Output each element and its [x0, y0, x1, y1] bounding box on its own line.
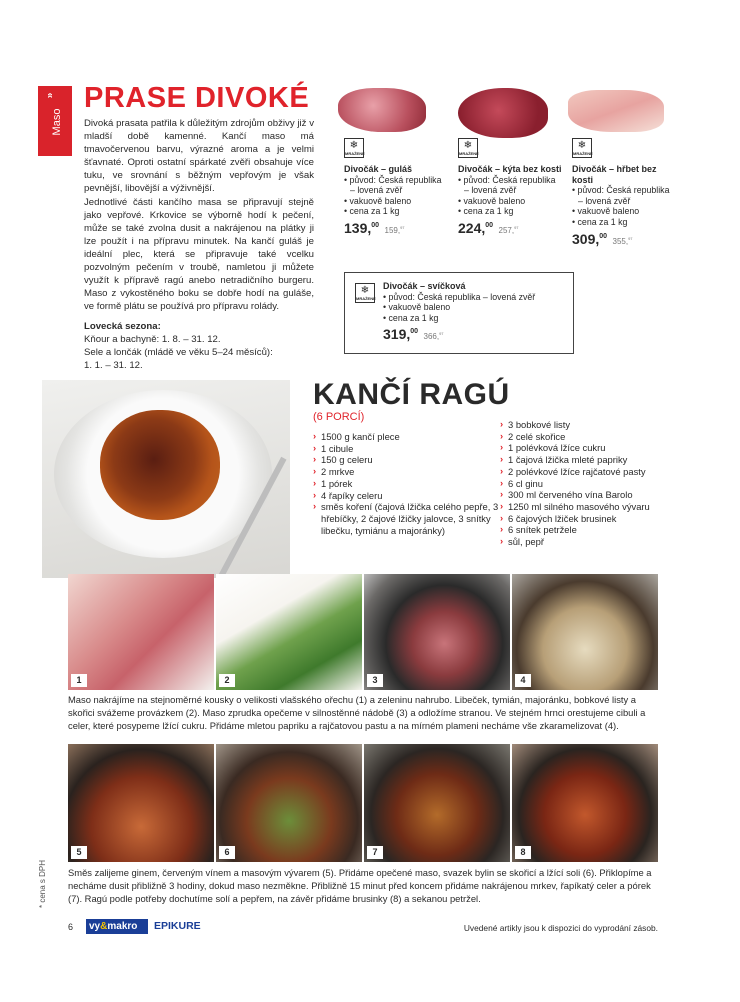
snowflake-icon: ❄ MRAŽENÉ — [459, 140, 479, 156]
season-heading: Lovecká sezona: — [84, 321, 161, 332]
makro-logo: vy&makro — [86, 919, 148, 934]
product-bullet: • původ: Česká republika — [572, 185, 670, 196]
availability-note: Uvedené artikly jsou k dispozici do vyprodání zásob. — [463, 923, 658, 933]
product-bullet: • původ: Česká republika — [344, 174, 442, 185]
ingredients-left — [313, 431, 503, 536]
step-photo-7 — [364, 744, 510, 862]
step-photo-8 — [512, 744, 658, 862]
ingredient: › 300 ml červeného vína Barolo — [500, 489, 670, 501]
epikure-logo: EPIKURE — [154, 920, 201, 932]
snowflake-icon: ❄ MRAŽENÉ — [356, 285, 376, 301]
step-photo-6 — [216, 744, 362, 862]
product-bullet: – lovená zvěř — [464, 185, 517, 196]
product-bullet: • vakuově baleno — [344, 195, 412, 206]
season-line: Sele a lončák (mládě ve věku 5–24 měsíců): — [84, 347, 273, 358]
product-name: Divočák – kýta bez kosti — [458, 164, 562, 174]
ragu-stew — [100, 410, 220, 520]
product-name: Divočák – svíčková — [383, 281, 466, 291]
ingredient: › 2 polévkové lžíce rajčatové pasty — [500, 466, 670, 478]
product-bullet: • vakuově baleno — [383, 302, 451, 313]
product-bullet: – lovená zvěř — [350, 185, 403, 196]
product-card-boxed — [344, 272, 574, 354]
step-photo-1 — [68, 574, 214, 690]
product-bullet: – lovená zvěř — [578, 195, 631, 206]
ingredient: › 3 bobkové listy — [500, 419, 670, 431]
chevron-icon: » — [44, 92, 56, 99]
steps-text: Maso nakrájíme na stejnoměrné kousky o velikosti vlašského ořechu (1) a zeleninu nahrubo. Libeček, tymián, majoránku, bobkové listy a skořici svážeme provázkem (2). Maso zprudka opečeme v silnostěnné nádobě (3) a odložíme stranou. Ve stejném hrnci orestujeme cibuli a celer, které posypeme lžící cukru. Přidáme mletou papriku a rajčatovou pastu a na mírném plameni necháme vše zkaramelizovat (4). — [68, 694, 646, 731]
ingredient: › 6 snítek petržele — [500, 524, 670, 536]
ingredient: › 1 cibule — [313, 443, 503, 455]
product-bullet: • cena za 1 kg — [572, 216, 628, 227]
product-image-kyta — [458, 88, 548, 138]
step-photo-3 — [364, 574, 510, 690]
ingredients-right — [500, 419, 670, 548]
season-line: 1. 1. – 31. 12. — [84, 360, 143, 371]
product-name: Divočák – hřbet bez kosti — [572, 164, 657, 185]
product-image-gulas — [338, 88, 426, 132]
product-card — [458, 164, 564, 237]
ingredient: › 2 mrkve — [313, 466, 503, 478]
product-card — [344, 164, 450, 237]
product-bullet: • původ: Česká republika — [458, 174, 556, 185]
product-price: 319,00 366,97 — [383, 326, 444, 343]
ingredient: › 1250 ml silného masového vývaru — [500, 501, 670, 513]
ingredient: › směs koření (čajová lžička celého pepře, 3 hřebíčky, 2 čajové lžičky jalovce, 3 snítky libečku, tymiánu a majoránky) — [313, 501, 503, 536]
season-line: Kňour a bachyně: 1. 8. – 31. 12. — [84, 334, 221, 345]
ingredient: › 1 polévková lžíce cukru — [500, 442, 670, 454]
product-price: 224,00 257,97 — [458, 219, 519, 236]
page-number: 6 — [68, 922, 74, 932]
vat-note: * cena s DPH — [38, 859, 47, 908]
ingredient: › 4 řapíky celeru — [313, 490, 503, 502]
ingredient: › 6 čajových lžiček brusinek — [500, 513, 670, 525]
step-number: 6 — [219, 846, 235, 859]
intro-text — [84, 117, 314, 313]
ingredient: › sůl, pepř — [500, 536, 670, 548]
ingredient: › 1500 g kančí plece — [313, 431, 503, 443]
snowflake-icon: ❄ MRAŽENÉ — [573, 140, 593, 156]
product-bullet: • vakuově baleno — [572, 206, 640, 217]
step-photo-2 — [216, 574, 362, 690]
snowflake-icon: ❄ MRAŽENÉ — [345, 140, 365, 156]
step-number: 7 — [367, 846, 383, 859]
intro-paragraph: Divoká prasata patřila k důležitým zdrojům obživy již v mladší době kamenné. Kančí maso má tmavočervenou barvu, výrazné aroma a je velmi šťavnaté. Oproti ostatní spárkaté zvěři obsahuje více tuku, ve srovnání s běžným vepřovým je však pevnější, libovější a výživnější. — [84, 118, 314, 195]
step-number: 8 — [515, 846, 531, 859]
step-number: 1 — [71, 674, 87, 687]
product-bullet: • vakuově baleno — [458, 195, 526, 206]
product-price: 139,00 159,97 — [344, 219, 405, 236]
product-price: 309,00 355,97 — [572, 230, 633, 247]
product-image-hrbet — [568, 90, 664, 132]
step-number: 2 — [219, 674, 235, 687]
step-number: 4 — [515, 674, 531, 687]
product-bullet: • původ: Česká republika – lovená zvěř — [383, 291, 536, 302]
product-bullet: • cena za 1 kg — [383, 312, 439, 323]
step-photo-5 — [68, 744, 214, 862]
step-number: 3 — [367, 674, 383, 687]
section-tab-label: Maso — [51, 108, 63, 136]
hunting-season — [84, 320, 314, 372]
ingredient: › 150 g celeru — [313, 454, 503, 466]
recipe-title: KANČÍ RAGÚ — [313, 378, 510, 411]
section-tab — [38, 86, 72, 156]
step-number: 5 — [71, 846, 87, 859]
page-title: PRASE DIVOKÉ — [84, 82, 310, 114]
product-bullet: • cena za 1 kg — [344, 206, 400, 217]
ingredient: › 6 cl ginu — [500, 478, 670, 490]
recipe-portions: (6 PORCÍ) — [313, 411, 365, 423]
step-photo-4 — [512, 574, 658, 690]
intro-paragraph: Jednotlivé části kančího masa se připravují stejně jako vepřové. Krkovice se výborně hodí k pečení, může se také zvolna dusit a nakrájenou na plátky ji lze použít i na přípravu minutek. Na kančí guláš je ideální plec, která se připravuje také vcelku pozvolným pečením v troubě, namletou ji můžete využít k přípravě ragú anebo netradičního burgeru. Maso z vykostěného boku se dobře hodí na guláše, ve formě plátu se používá pro přípravu rolády. — [84, 196, 314, 313]
product-name: Divočák – guláš — [344, 164, 413, 174]
product-card — [572, 164, 678, 247]
hero-dish-photo — [42, 380, 290, 578]
ingredient: › 2 celé skořice — [500, 431, 670, 443]
steps-text: Směs zalijeme ginem, červeným vínem a masovým vývarem (5). Přidáme opečené maso, svazek bylin se skořicí a lžící soli (6). Přiklopíme a necháme dusit přibližně 3 hodiny, dokud maso nezměkne. Přibližně 15 minut před koncem přidáme nakrájenou mrkev, řapíkatý celer a pórek (7). Ragú podle potřeby dochutíme solí a pepřem, na závěr přidáme brusinky (8) a sekanou petržel. — [68, 867, 652, 904]
product-bullet: • cena za 1 kg — [458, 206, 514, 217]
ingredient: › 1 čajová lžička mleté papriky — [500, 454, 670, 466]
ingredient: › 1 pórek — [313, 478, 503, 490]
